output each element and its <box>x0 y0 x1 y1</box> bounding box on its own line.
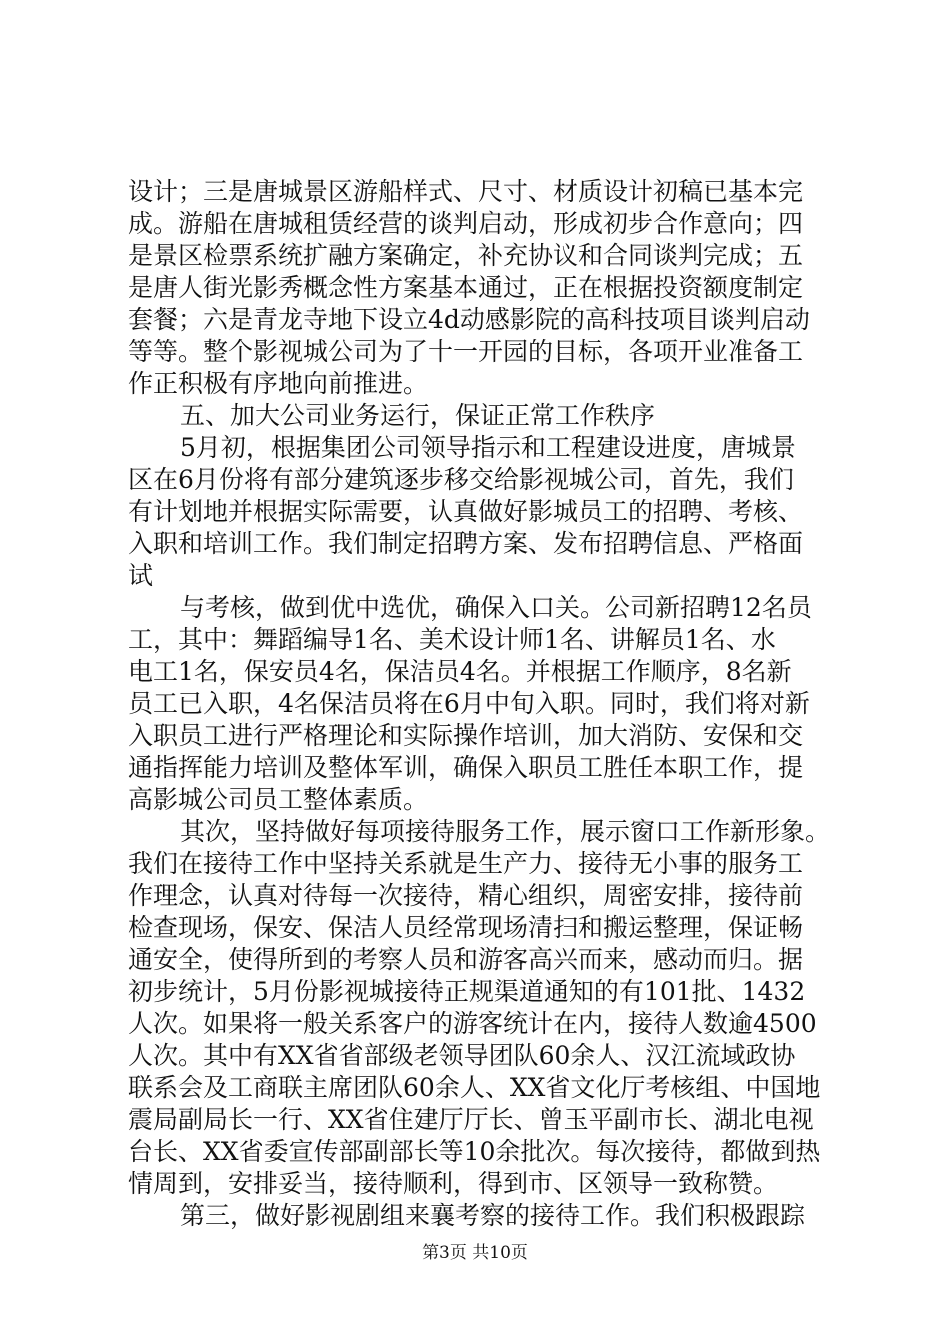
text-line: 入职和培训工作。我们制定招聘方案、发布招聘信息、严格面 <box>128 529 804 558</box>
text-line: 5月初，根据集团公司领导指示和工程建设进度，唐城景 <box>180 433 796 462</box>
text-line: 有计划地并根据实际需要，认真做好影城员工的招聘、考核、 <box>128 497 804 526</box>
text-line: 作理念，认真对待每一次接待，精心组织，周密安排，接待前 <box>128 881 804 910</box>
text-line: 通指挥能力培训及整体军训，确保入职员工胜任本职工作，提 <box>128 753 804 782</box>
text-line: 电工1名，保安员4名，保洁员4名。并根据工作顺序，8名新 <box>128 657 792 686</box>
text-line: 我们在接待工作中坚持关系就是生产力、接待无小事的服务工 <box>128 849 804 878</box>
text-line: 套餐；六是青龙寺地下设立4d动感影院的高科技项目谈判启动 <box>128 305 810 334</box>
section-heading: 五、加大公司业务运行，保证正常工作秩序 <box>180 401 656 430</box>
text-line: 初步统计，5月份影视城接待正规渠道通知的有101批、1432 <box>128 977 806 1006</box>
text-line: 检查现场，保安、保洁人员经常现场清扫和搬运整理，保证畅 <box>128 913 804 942</box>
text-line: 是唐人街光影秀概念性方案基本通过，正在根据投资额度制定 <box>128 273 804 302</box>
text-line: 其次，坚持做好每项接待服务工作，展示窗口工作新形象。 <box>180 817 831 846</box>
text-line: 入职员工进行严格理论和实际操作培训，加大消防、安保和交 <box>128 721 804 750</box>
text-line: 震局副局长一行、XX省住建厅厅长、曾玉平副市长、湖北电视 <box>128 1105 814 1134</box>
text-line: 与考核，做到优中选优，确保入口关。公司新招聘12名员 <box>180 593 812 622</box>
text-line: 成。游船在唐城租赁经营的谈判启动，形成初步合作意向；四 <box>128 209 804 238</box>
page-footer: 第3页 共10页 <box>422 1243 528 1263</box>
text-line: 设计；三是唐城景区游船样式、尺寸、材质设计初稿已基本完 <box>128 177 804 206</box>
text-line: 作正积极有序地向前推进。 <box>128 369 429 398</box>
text-line: 联系会及工商联主席团队60余人、XX省文化厅考核组、中国地 <box>128 1073 821 1102</box>
text-line: 第三，做好影视剧组来襄考察的接待工作。我们积极跟踪 <box>180 1201 806 1230</box>
text-line: 等等。整个影视城公司为了十一开园的目标，各项开业准备工 <box>128 337 804 366</box>
text-line: 是景区检票系统扩融方案确定，补充协议和合同谈判完成；五 <box>128 241 804 270</box>
text-line: 通安全，使得所到的考察人员和游客高兴而来，感动而归。据 <box>128 945 804 974</box>
document-body <box>128 176 831 1232</box>
text-line: 情周到，安排妥当，接待顺利，得到市、区领导一致称赞。 <box>128 1169 779 1198</box>
text-line: 台长、XX省委宣传部副部长等10余批次。每次接待，都做到热 <box>128 1137 821 1166</box>
text-line: 试 <box>128 561 154 590</box>
text-line: 员工已入职，4名保洁员将在6月中旬入职。同时，我们将对新 <box>128 689 810 718</box>
text-line: 区在6月份将有部分建筑逐步移交给影视城公司，首先，我们 <box>128 465 794 494</box>
text-line: 工，其中：舞蹈编导1名、美术设计师1名、讲解员1名、水 <box>128 625 776 654</box>
text-line: 人次。如果将一般关系客户的游客统计在内，接待人数逾4500 <box>128 1009 817 1038</box>
text-line: 人次。其中有XX省省部级老领导团队60余人、汉江流域政协 <box>128 1041 796 1070</box>
text-line: 高影城公司员工整体素质。 <box>128 785 429 814</box>
